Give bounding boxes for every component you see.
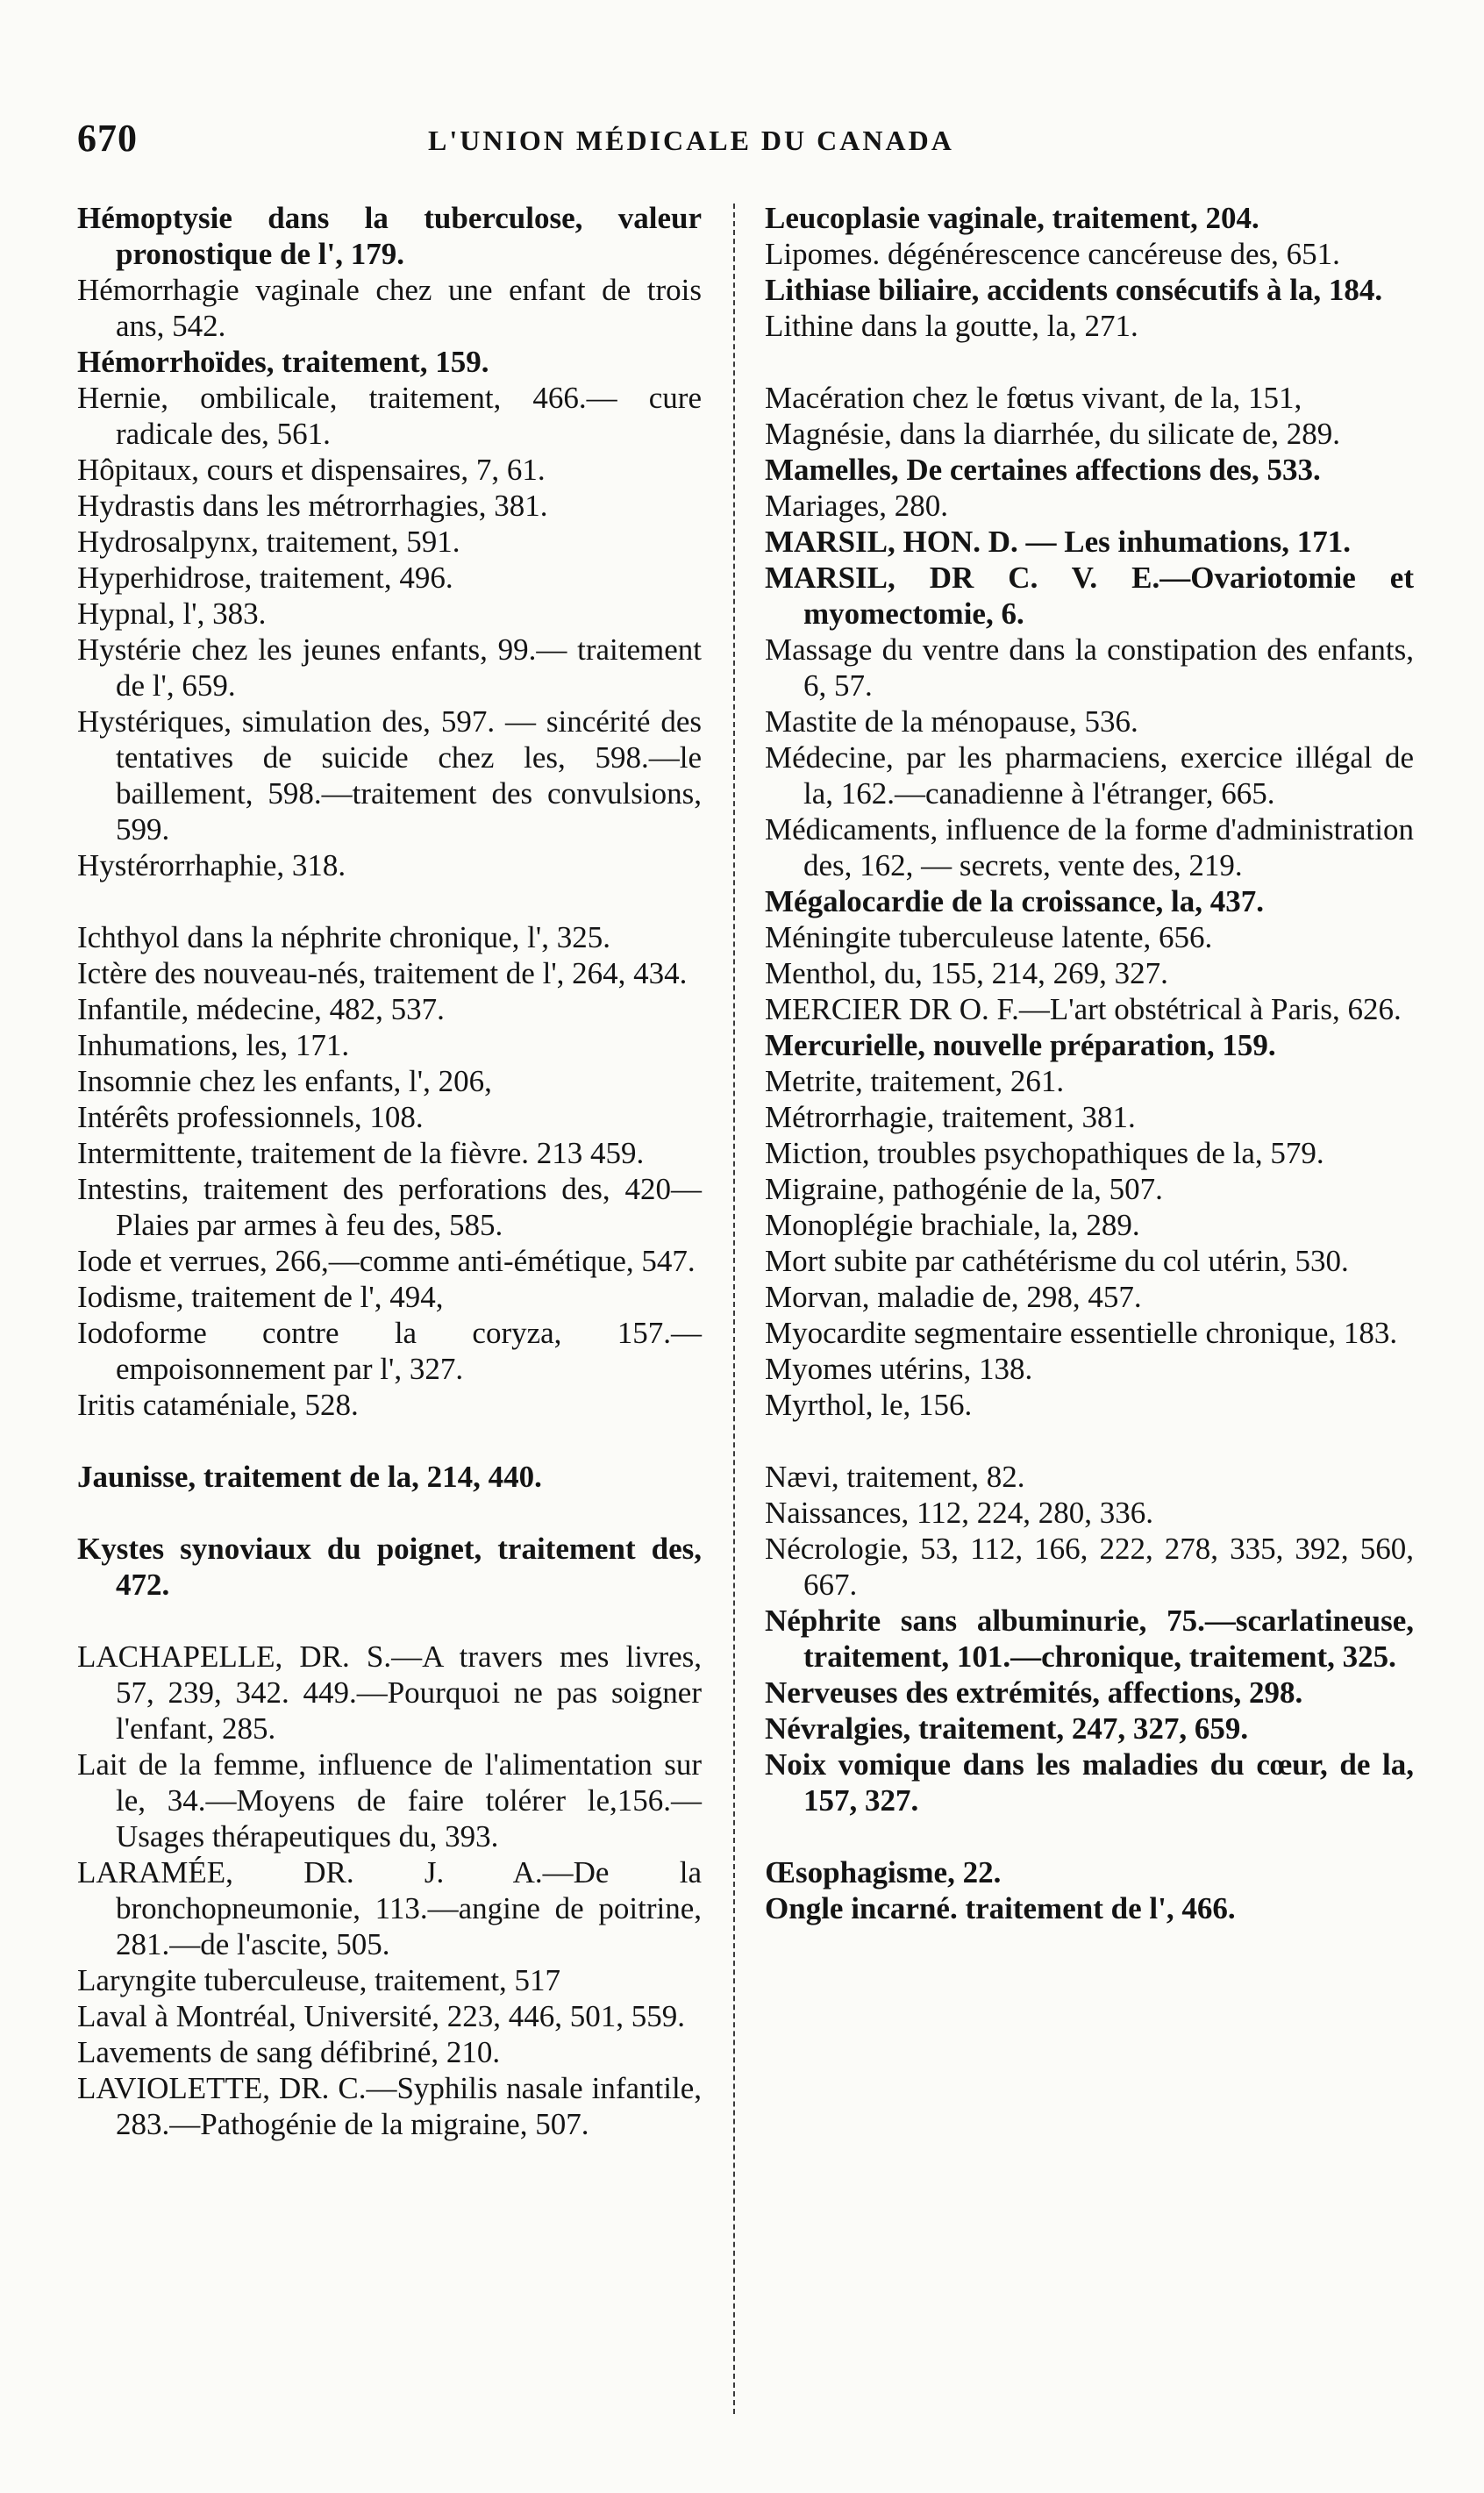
index-entry: Ichthyol dans la néphrite chronique, l', 325. <box>77 920 610 954</box>
index-entry: LARAMÉE, DR. J. A.—De la bronchopneumonie, 113.—angine de poitrine, 281.—de l'ascite, 505. <box>77 1855 702 1961</box>
index-entry: Kystes synoviaux du poignet, traitement des, 472. <box>77 1532 702 1602</box>
index-entry: Ongle incarné. traitement de l', 466. <box>765 1891 1236 1925</box>
index-entry: Iritis cataméniale, 528. <box>77 1388 359 1422</box>
index-entry: Médicaments, influence de la forme d'administration des, 162, — secrets, vente des, 219. <box>765 812 1414 882</box>
index-entry: Myrthol, le, 156. <box>765 1388 973 1422</box>
index-entry: Miction, troubles psychopathiques de la, 579. <box>765 1136 1324 1170</box>
index-entry: Mercurielle, nouvelle préparation, 159. <box>765 1028 1276 1062</box>
index-entry: Néphrite sans albuminurie, 75.—scarlatineuse, traitement, 101.—chronique, traitement, 325. <box>765 1604 1414 1674</box>
index-entry: Lavements de sang défibriné, 210. <box>77 2035 501 2069</box>
index-entry: Metrite, traitement, 261. <box>765 1064 1065 1098</box>
index-entry: MARSIL, DR C. V. E.—Ovariotomie et myomectomie, 6. <box>765 561 1414 631</box>
index-entry: Hémorrhagie vaginale chez une enfant de trois ans, 542. <box>77 273 702 343</box>
index-entry: Intermittente, traitement de la fièvre. 213 459. <box>77 1136 645 1170</box>
index-entry: Œsophagisme, 22. <box>765 1855 1002 1889</box>
index-entry: Infantile, médecine, 482, 537. <box>77 992 445 1026</box>
index-entry: Hystérorrhaphie, 318. <box>77 848 346 882</box>
index-entry: Métrorrhagie, traitement, 381. <box>765 1100 1136 1134</box>
index-entry: Intérêts professionnels, 108. <box>77 1100 424 1134</box>
index-entry: Mort subite par cathétérisme du col utérin, 530. <box>765 1244 1349 1278</box>
index-entry: Laryngite tuberculeuse, traitement, 517 <box>77 1963 561 1997</box>
index-entry: Magnésie, dans la diarrhée, du silicate de, 289. <box>765 417 1341 451</box>
index-entry: Massage du ventre dans la constipation des enfants, 6, 57. <box>765 632 1414 703</box>
index-entry: Méningite tuberculeuse latente, 656. <box>765 920 1213 954</box>
index-entry: Intestins, traitement des perforations des, 420—Plaies par armes à feu des, 585. <box>77 1172 702 1242</box>
index-entry: Lipomes. dégénérescence cancéreuse des, 651. <box>765 237 1340 271</box>
running-title: L'UNION MÉDICALE DU CANADA <box>428 125 954 156</box>
index-entry: Hystériques, simulation des, 597. — sincérité des tentatives de suicide chez les, 598.—le baillement, 598.—traitement des convulsions, 599. <box>77 704 702 846</box>
index-column-left <box>77 200 702 2142</box>
index-entry: Inhumations, les, 171. <box>77 1028 350 1062</box>
index-entry: Nécrologie, 53, 112, 166, 222, 278, 335, 392, 560, 667. <box>765 1532 1414 1602</box>
index-entry: Lait de la femme, influence de l'alimentation sur le, 34.—Moyens de faire tolérer le,156.—Usages thérapeutiques du, 393. <box>77 1747 702 1854</box>
index-entry: Hyperhidrose, traitement, 496. <box>77 561 453 595</box>
section-gap <box>765 1818 1414 1854</box>
index-entry: Monoplégie brachiale, la, 289. <box>765 1208 1140 1242</box>
section-gap <box>77 1603 702 1639</box>
index-entry: Iode et verrues, 266,—comme anti-émétique, 547. <box>77 1244 696 1278</box>
section-gap <box>77 1423 702 1459</box>
index-entry: Jaunisse, traitement de la, 214, 440. <box>77 1460 542 1494</box>
index-entry: Lithine dans la goutte, la, 271. <box>765 309 1138 343</box>
index-entry: Myocardite segmentaire essentielle chronique, 183. <box>765 1316 1398 1350</box>
section-gap <box>77 1495 702 1531</box>
index-entry: Leucoplasie vaginale, traitement, 204. <box>765 201 1259 235</box>
index-entry: Hydrosalpynx, traitement, 591. <box>77 525 460 559</box>
index-entry: Lithiase biliaire, accidents consécutifs à la, 184. <box>765 273 1383 307</box>
index-entry: Hôpitaux, cours et dispensaires, 7, 61. <box>77 453 546 487</box>
index-entry: Mamelles, De certaines affections des, 533. <box>765 453 1321 487</box>
index-entry: Mastite de la ménopause, 536. <box>765 704 1138 739</box>
index-entry: Nævi, traitement, 82. <box>765 1460 1025 1494</box>
index-column-right <box>765 200 1414 1926</box>
index-entry: Mariages, 280. <box>765 489 948 523</box>
section-gap <box>77 883 702 919</box>
section-gap <box>765 1423 1414 1459</box>
index-entry: LACHAPELLE, DR. S.—A travers mes livres, 57, 239, 342. 449.—Pourquoi ne pas soigner l'enfant, 285. <box>77 1639 702 1746</box>
index-entry: Névralgies, traitement, 247, 327, 659. <box>765 1711 1249 1746</box>
index-entry: Migraine, pathogénie de la, 507. <box>765 1172 1163 1206</box>
index-entry: Insomnie chez les enfants, l', 206, <box>77 1064 492 1098</box>
index-entry: Myomes utérins, 138. <box>765 1352 1033 1386</box>
index-entry: Noix vomique dans les maladies du cœur, de la, 157, 327. <box>765 1747 1414 1818</box>
index-entry: Iodisme, traitement de l', 494, <box>77 1280 444 1314</box>
section-gap <box>765 344 1414 380</box>
index-entry: Laval à Montréal, Université, 223, 446, 501, 559. <box>77 1999 686 2033</box>
index-entry: Naissances, 112, 224, 280, 336. <box>765 1496 1153 1530</box>
index-entry: Hypnal, l', 383. <box>77 596 267 631</box>
index-entry: Hernie, ombilicale, traitement, 466.— cure radicale des, 561. <box>77 381 702 451</box>
index-entry: Morvan, maladie de, 298, 457. <box>765 1280 1142 1314</box>
index-entry: MERCIER DR O. F.—L'art obstétrical à Paris, 626. <box>765 992 1402 1026</box>
column-divider <box>733 204 735 2414</box>
index-entry: Ictère des nouveau-nés, traitement de l', 264, 434. <box>77 956 688 990</box>
index-entry: Mégalocardie de la croissance, la, 437. <box>765 884 1264 918</box>
index-entry: Médecine, par les pharmaciens, exercice illégal de la, 162.—canadienne à l'étranger, 665. <box>765 740 1414 811</box>
index-entry: MARSIL, HON. D. — Les inhumations, 171. <box>765 525 1352 559</box>
page-number: 670 <box>77 117 138 160</box>
index-entry: Nerveuses des extrémités, affections, 298. <box>765 1675 1303 1710</box>
index-entry: LAVIOLETTE, DR. C.—Syphilis nasale infantile, 283.—Pathogénie de la migraine, 507. <box>77 2071 702 2141</box>
index-entry: Hydrastis dans les métrorrhagies, 381. <box>77 489 548 523</box>
index-entry: Menthol, du, 155, 214, 269, 327. <box>765 956 1168 990</box>
index-entry: Hémorrhoïdes, traitement, 159. <box>77 345 489 379</box>
index-entry: Hystérie chez les jeunes enfants, 99.— traitement de l', 659. <box>77 632 702 703</box>
page-header <box>77 116 1410 168</box>
index-entry: Macération chez le fœtus vivant, de la, 151, <box>765 381 1302 415</box>
index-entry: Iodoforme contre la coryza, 157.—empoisonnement par l', 327. <box>77 1316 702 1386</box>
index-entry: Hémoptysie dans la tuberculose, valeur pronostique de l', 179. <box>77 201 702 271</box>
